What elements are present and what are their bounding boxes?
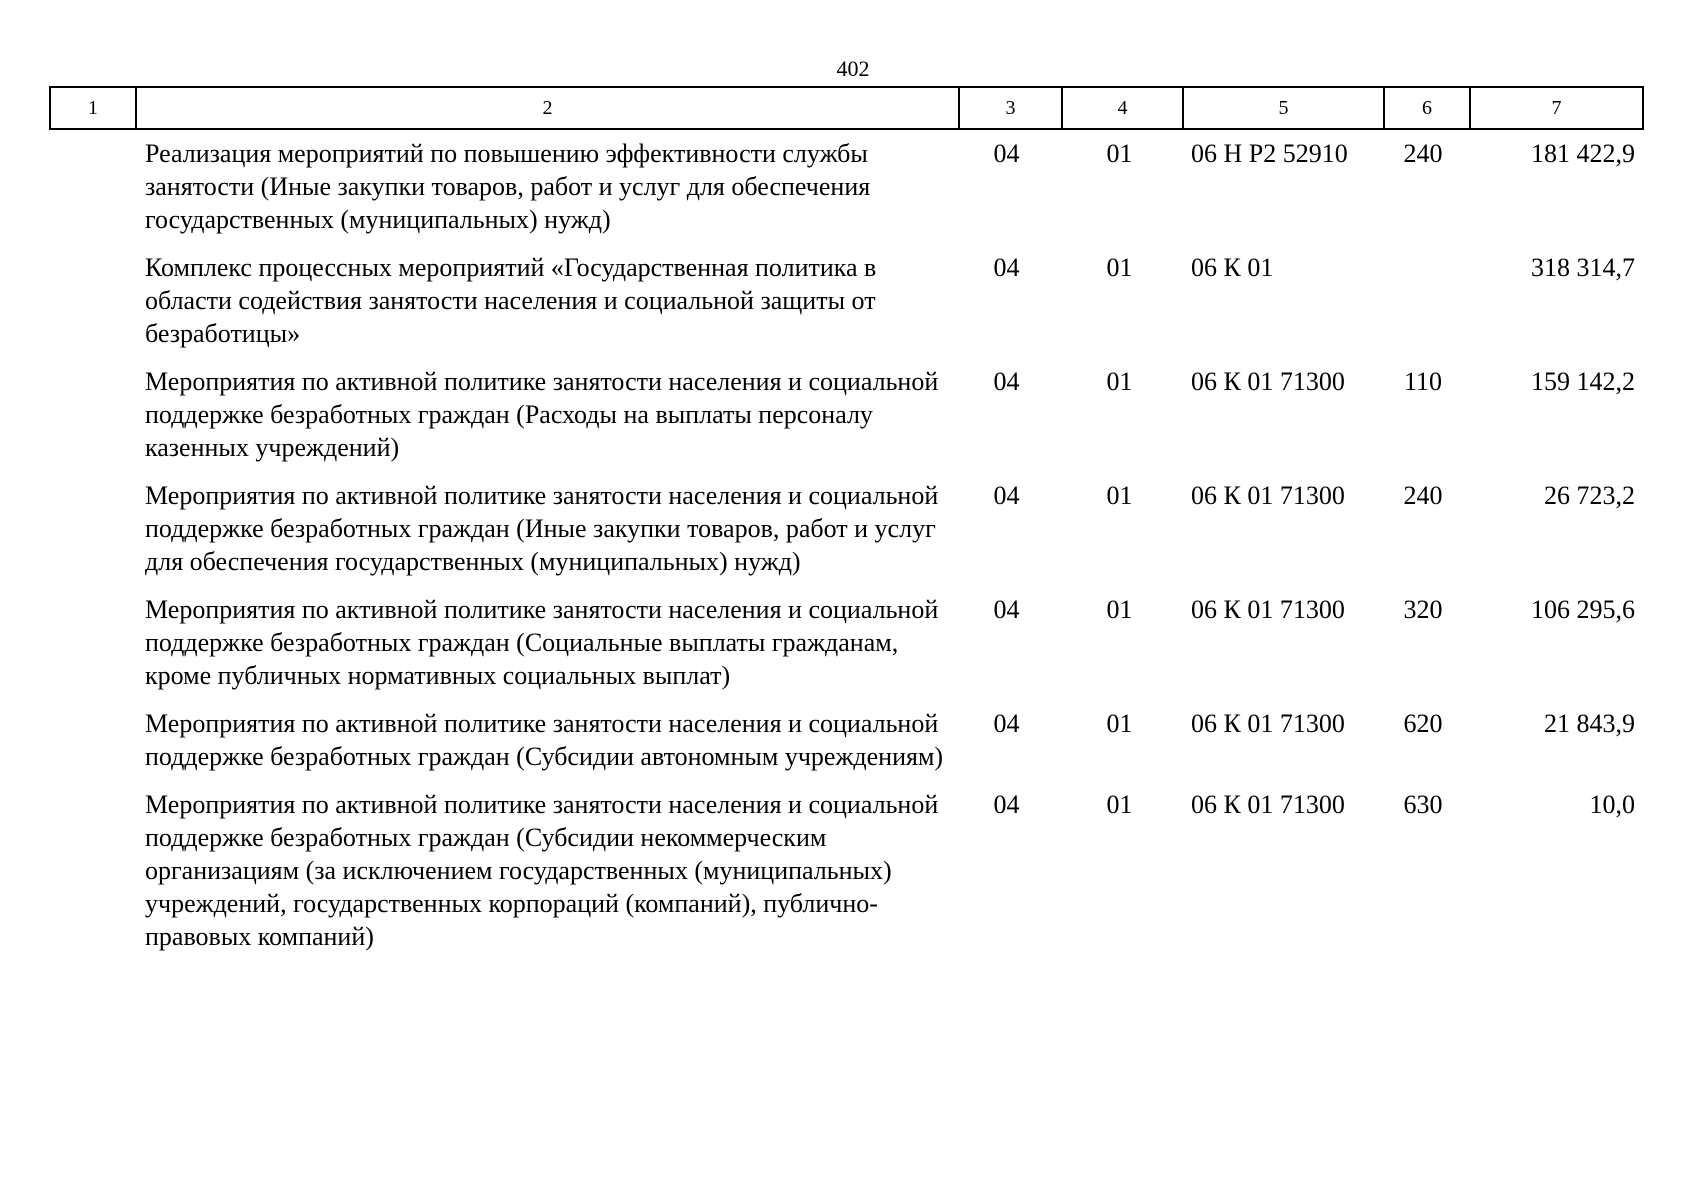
amount-value: 106 295,6 bbox=[1531, 595, 1635, 624]
amount-value: 318 314,7 bbox=[1531, 253, 1635, 282]
subsection-code: 01 bbox=[1106, 790, 1133, 819]
row-index-cell bbox=[50, 129, 136, 245]
target-article-code: 06 К 01 71300 bbox=[1191, 709, 1345, 738]
target-article-code: 06 К 01 bbox=[1191, 253, 1274, 282]
table-row bbox=[50, 129, 1643, 245]
section-code: 04 bbox=[993, 481, 1020, 510]
expense-name: Мероприятия по активной политике занятости населения и социальной поддержке безработных граждан (Иные закупки товаров, работ и услуг для обеспечения государственных (муниципальных) нужд) bbox=[145, 481, 939, 576]
expense-name: Мероприятия по активной политике занятости населения и социальной поддержке безработных граждан (Субсидии некоммерческим организациям (за исключением государственных (муниципальных) учреждений, государственных корпораций (компаний), публично-правовых компаний) bbox=[145, 790, 939, 951]
table-row bbox=[50, 359, 1643, 473]
section-code: 04 bbox=[993, 595, 1020, 624]
amount-value: 21 843,9 bbox=[1544, 709, 1635, 738]
section-code: 04 bbox=[993, 367, 1020, 396]
table-row bbox=[50, 473, 1643, 587]
section-code: 04 bbox=[993, 253, 1020, 282]
expense-name: Реализация мероприятий по повышению эффективности службы занятости (Иные закупки товаров, работ и услуг для обеспечения государственных (муниципальных) нужд) bbox=[145, 139, 871, 234]
target-article-code: 06 К 01 71300 bbox=[1191, 481, 1345, 510]
header-col-1: 1 bbox=[50, 87, 136, 129]
header-col-5: 5 bbox=[1183, 87, 1384, 129]
header-col-7: 7 bbox=[1470, 87, 1643, 129]
amount-value: 181 422,9 bbox=[1531, 139, 1635, 168]
expense-name: Мероприятия по активной политике занятости населения и социальной поддержке безработных граждан (Расходы на выплаты персоналу казенных учреждений) bbox=[145, 367, 939, 462]
page-number: 402 bbox=[836, 56, 870, 81]
row-index-cell bbox=[50, 245, 136, 359]
expense-type-code: 630 bbox=[1403, 790, 1443, 819]
header-col-6: 6 bbox=[1384, 87, 1470, 129]
target-article-code: 06 Н Р2 52910 bbox=[1191, 139, 1348, 168]
target-article-code: 06 К 01 71300 bbox=[1191, 595, 1345, 624]
header-row bbox=[50, 87, 1643, 129]
target-article-code: 06 К 01 71300 bbox=[1191, 790, 1345, 819]
amount-value: 159 142,2 bbox=[1531, 367, 1635, 396]
expense-type-code bbox=[1384, 245, 1470, 359]
row-index-cell bbox=[50, 473, 136, 587]
expense-type-code: 320 bbox=[1403, 595, 1443, 624]
header-col-2: 2 bbox=[136, 87, 959, 129]
header-col-3: 3 bbox=[959, 87, 1062, 129]
expense-type-code: 620 bbox=[1403, 709, 1443, 738]
section-code: 04 bbox=[993, 790, 1020, 819]
subsection-code: 01 bbox=[1106, 481, 1133, 510]
expense-name: Мероприятия по активной политике занятости населения и социальной поддержке безработных граждан (Субсидии автономным учреждениям) bbox=[145, 709, 944, 771]
expense-type-code: 240 bbox=[1403, 139, 1443, 168]
expense-type-code: 240 bbox=[1403, 481, 1443, 510]
expense-name: Мероприятия по активной политике занятости населения и социальной поддержке безработных граждан (Социальные выплаты гражданам, кроме публичных нормативных социальных выплат) bbox=[145, 595, 939, 690]
expense-type-code: 110 bbox=[1403, 367, 1443, 396]
row-index-cell bbox=[50, 587, 136, 701]
subsection-code: 01 bbox=[1106, 709, 1133, 738]
table-row bbox=[50, 701, 1643, 782]
subsection-code: 01 bbox=[1106, 139, 1133, 168]
expense-name: Комплекс процессных мероприятий «Государственная политика в области содействия занятости населения и социальной защиты от безработицы» bbox=[145, 253, 877, 348]
subsection-code: 01 bbox=[1106, 367, 1133, 396]
section-code: 04 bbox=[993, 709, 1020, 738]
table-header bbox=[50, 87, 1643, 129]
row-index-cell bbox=[50, 782, 136, 962]
section-code: 04 bbox=[993, 139, 1020, 168]
table-row bbox=[50, 782, 1643, 962]
subsection-code: 01 bbox=[1106, 253, 1133, 282]
amount-value: 26 723,2 bbox=[1544, 481, 1635, 510]
table-body bbox=[50, 129, 1643, 962]
table-row bbox=[50, 587, 1643, 701]
amount-value: 10,0 bbox=[1589, 790, 1635, 819]
table-row bbox=[50, 245, 1643, 359]
budget-table bbox=[49, 86, 1644, 962]
subsection-code: 01 bbox=[1106, 595, 1133, 624]
header-col-4: 4 bbox=[1062, 87, 1183, 129]
target-article-code: 06 К 01 71300 bbox=[1191, 367, 1345, 396]
row-index-cell bbox=[50, 701, 136, 782]
row-index-cell bbox=[50, 359, 136, 473]
